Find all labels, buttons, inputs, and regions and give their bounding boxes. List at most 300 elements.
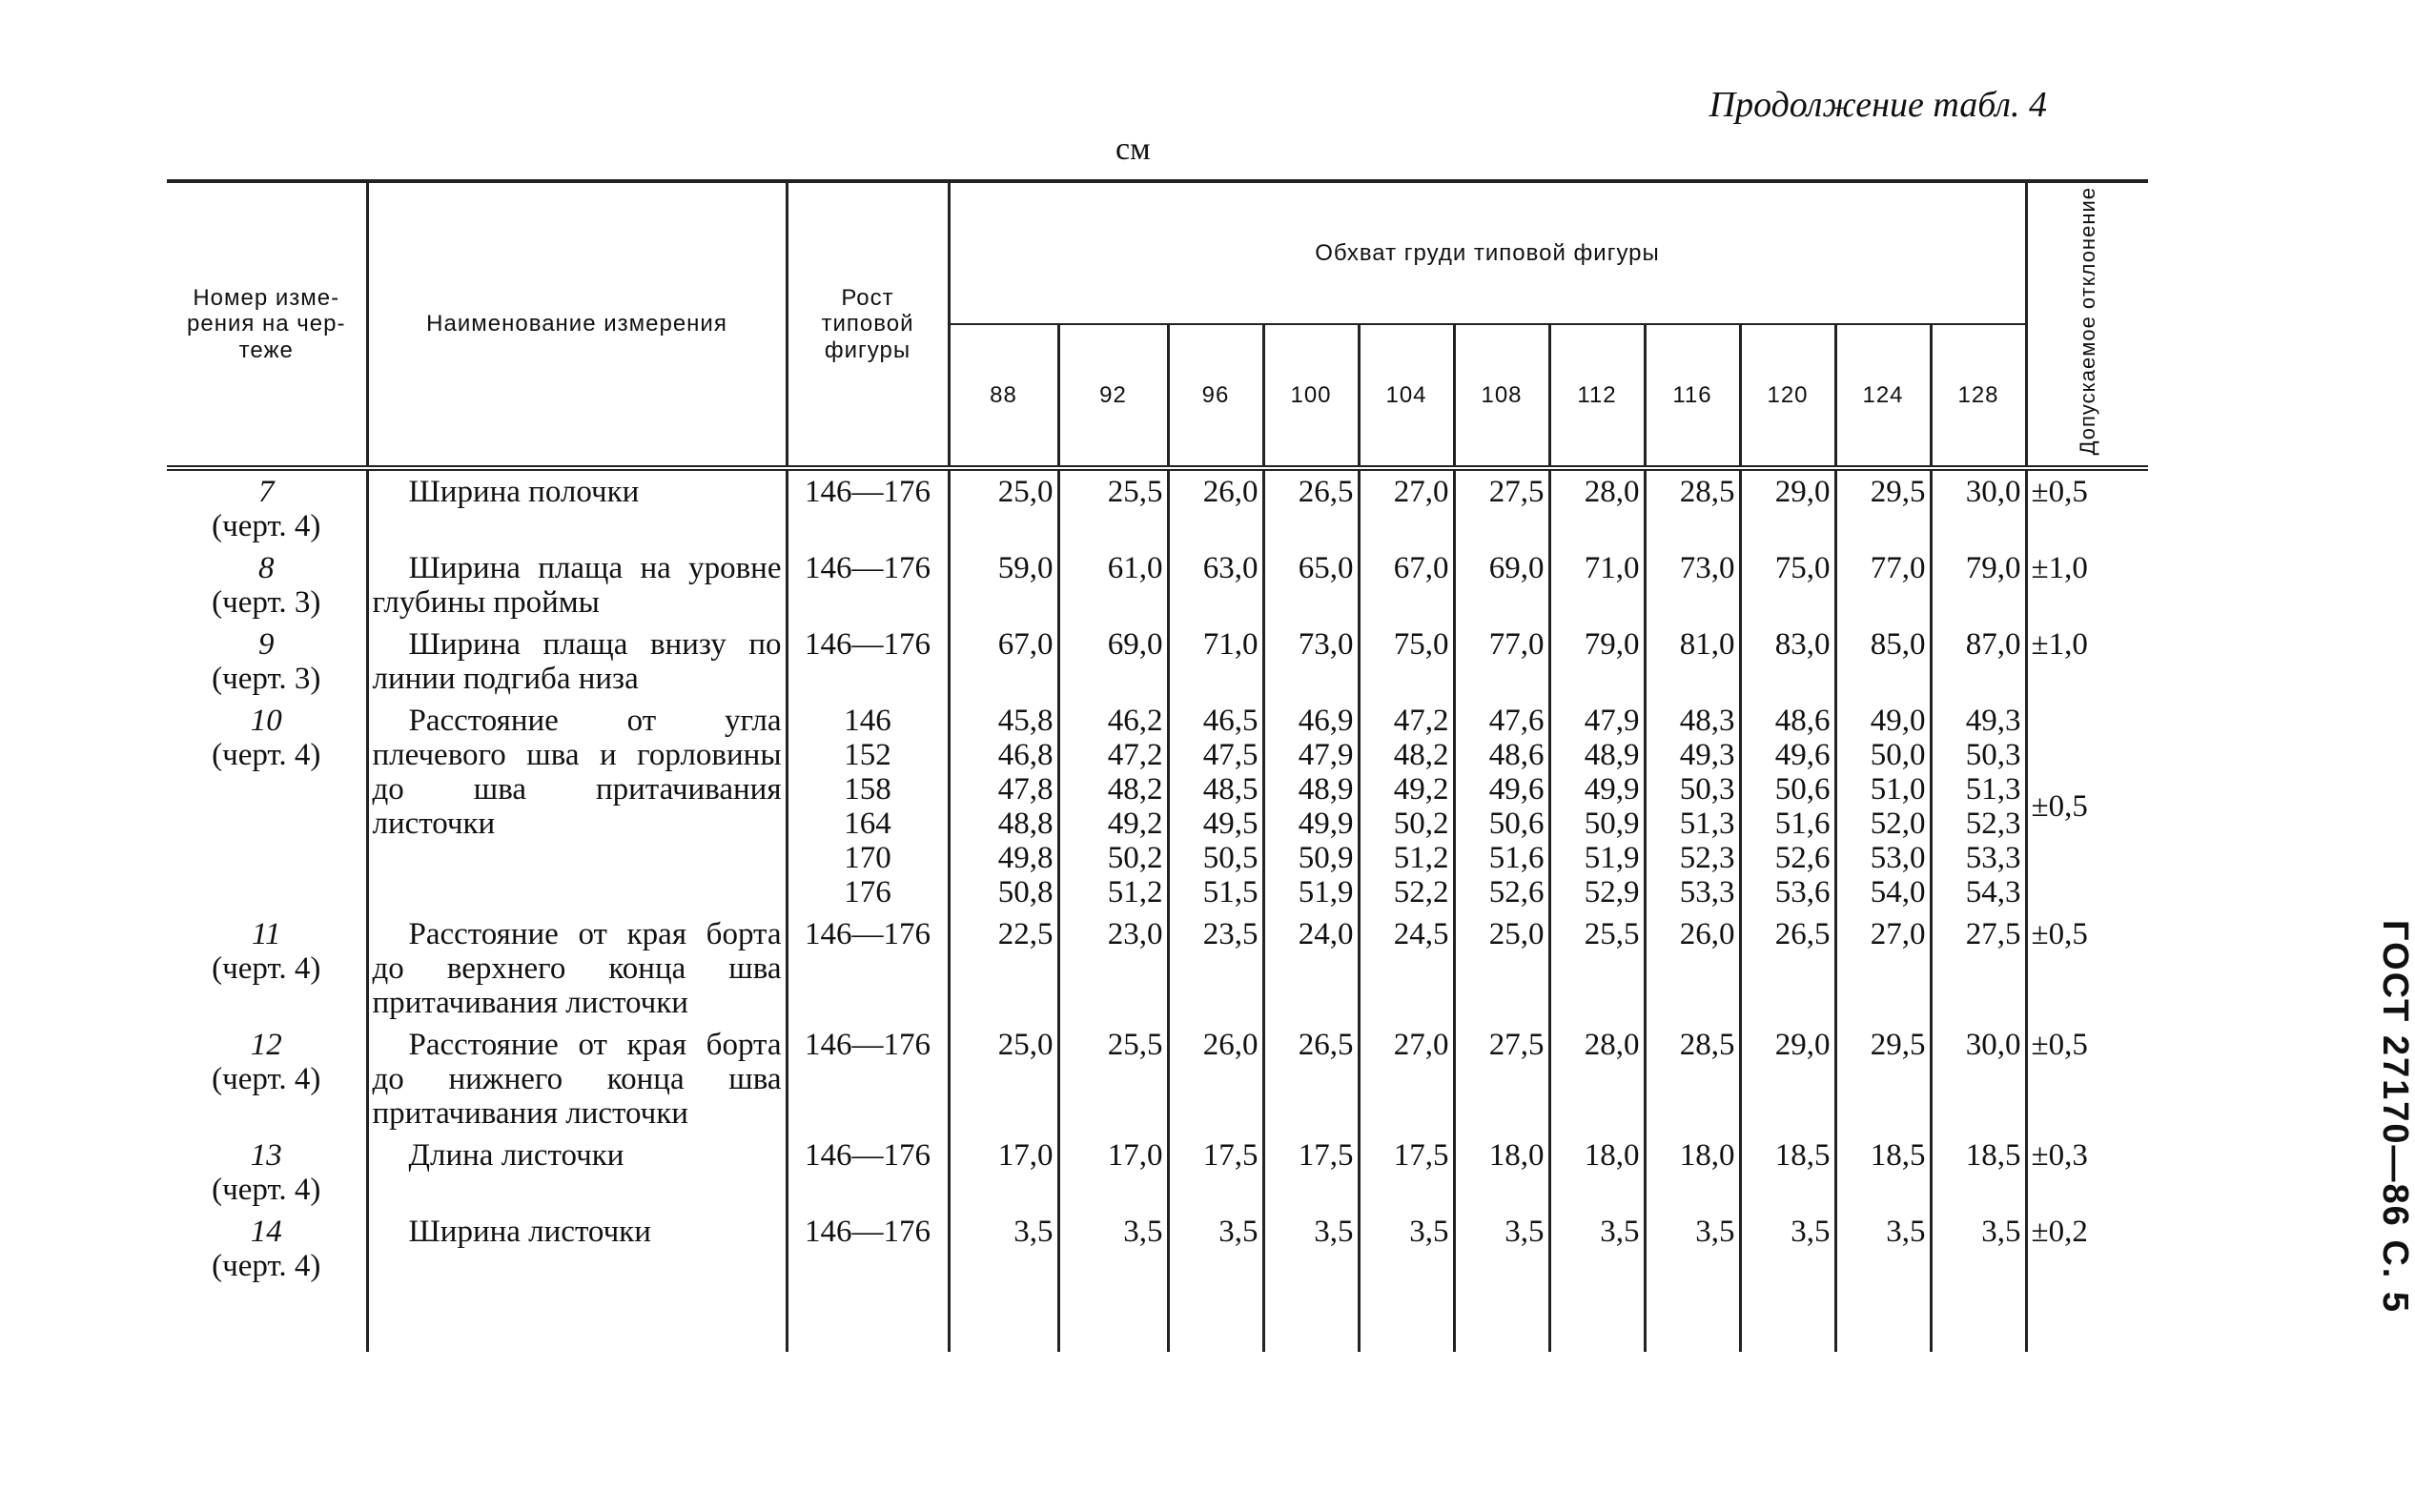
header-chest-size: 88: [949, 324, 1058, 468]
chest-value-cell: [949, 913, 1058, 1024]
height-cell: [787, 1024, 949, 1134]
measurement-name: Расстояние от края борта до нижнего конца шва притачивания листочки: [372, 1028, 782, 1132]
measurement-number-cell: [167, 1134, 367, 1211]
table-value: 50,3: [1679, 772, 1735, 807]
table-value: 49,0: [1870, 704, 1926, 739]
table-value: 51,3: [1679, 807, 1735, 842]
table-value: 46,9: [1298, 704, 1354, 739]
chest-value-cell: [1263, 1024, 1359, 1134]
measurements-table: [167, 179, 2148, 1352]
table-value: 49,9: [1584, 772, 1640, 807]
chest-value-cell: [949, 547, 1058, 623]
table-value: 3,5: [1981, 1215, 2021, 1250]
chest-value-cell: [1835, 623, 1931, 700]
empty-cell: [367, 1287, 787, 1352]
measurement-name-cell: [367, 1211, 787, 1287]
height-cell: [787, 623, 949, 700]
header-chest-size: 108: [1454, 324, 1549, 468]
unit-label: см: [1115, 132, 1151, 167]
table-value: 28,0: [1584, 475, 1640, 510]
table-value: 51,3: [1965, 772, 2021, 807]
tolerance-cell: [2026, 468, 2148, 547]
chest-value-cell: [949, 1211, 1058, 1287]
table-value: 25,5: [1584, 917, 1640, 952]
height-value: 164: [844, 807, 891, 842]
table-value: 48,6: [1774, 704, 1831, 739]
table-value: 46,8: [997, 738, 1054, 773]
measurement-number: 10: [250, 704, 282, 739]
table-value: 25,5: [1107, 1028, 1163, 1063]
measurement-number-cell: [167, 913, 367, 1024]
table-value: 77,0: [1488, 627, 1545, 663]
table-value: 50,2: [1107, 841, 1163, 876]
table-value: 87,0: [1965, 627, 2021, 663]
chest-value-cell: [1835, 1134, 1931, 1211]
tolerance-value: ±1,0: [2031, 627, 2088, 663]
table-value: 54,0: [1870, 875, 1926, 910]
table-value: 18,0: [1488, 1138, 1545, 1174]
chest-value-cell: [1740, 468, 1835, 547]
table-value: 50,0: [1870, 738, 1926, 773]
header-height: Рост типовой фигуры: [787, 181, 949, 468]
table-value: 67,0: [1393, 551, 1449, 586]
table-value: 51,2: [1107, 875, 1163, 910]
table-value: 18,5: [1774, 1138, 1831, 1174]
measurement-number: 7: [258, 475, 275, 510]
table-row: [167, 468, 2148, 547]
chest-value-cell: [1263, 700, 1359, 913]
table-value: 49,3: [1965, 704, 2021, 739]
chest-value-cell: [1645, 547, 1740, 623]
table-value: 47,8: [997, 772, 1054, 807]
empty-cell: [1931, 1287, 2026, 1352]
height-cell: [787, 547, 949, 623]
chest-value-cell: [949, 1024, 1058, 1134]
header-chest-size: 100: [1263, 324, 1359, 468]
chest-value-cell: [1454, 1134, 1549, 1211]
empty-cell: [1740, 1287, 1835, 1352]
chest-value-cell: [1835, 1211, 1931, 1287]
table-value: 17,0: [997, 1138, 1054, 1174]
empty-cell: [1359, 1287, 1454, 1352]
measurement-name: Расстояние от края борта до верхнего конца шва притачивания листочки: [372, 917, 782, 1021]
table-value: 51,9: [1298, 875, 1354, 910]
table-value: 24,5: [1393, 917, 1449, 952]
table-value: 27,5: [1488, 1028, 1545, 1063]
measurement-name: Длина листочки: [408, 1138, 624, 1174]
table-value: 53,3: [1679, 875, 1735, 910]
table-value: 27,0: [1393, 1028, 1449, 1063]
drawing-reference: (черт. 4): [212, 1249, 321, 1284]
measurement-number: 11: [251, 917, 281, 952]
tolerance-value: ±0,5: [2031, 789, 2088, 825]
chest-value-cell: [1454, 623, 1549, 700]
table-value: 49,6: [1774, 738, 1831, 773]
table-value: 3,5: [1695, 1215, 1735, 1250]
table-value: 69,0: [1488, 551, 1545, 586]
table-value: 3,5: [1504, 1215, 1545, 1250]
chest-value-cell: [1931, 1024, 2026, 1134]
table-value: 73,0: [1298, 627, 1354, 663]
table-value: 51,2: [1393, 841, 1449, 876]
table-value: 51,9: [1584, 841, 1640, 876]
table-value: 47,2: [1107, 738, 1163, 773]
chest-value-cell: [1168, 1024, 1263, 1134]
table-value: 67,0: [997, 627, 1054, 663]
height-cell: [787, 700, 949, 913]
continuation-label: Продолжение табл. 4: [1709, 85, 2047, 125]
measurement-number-cell: [167, 1211, 367, 1287]
empty-cell: [2026, 1287, 2148, 1352]
height-value: 158: [844, 772, 891, 807]
table-value: 27,5: [1488, 475, 1545, 510]
chest-value-cell: [949, 468, 1058, 547]
table-value: 77,0: [1870, 551, 1926, 586]
table-value: 3,5: [1409, 1215, 1449, 1250]
drawing-reference: (черт. 4): [212, 1173, 321, 1208]
table-value: 3,5: [1123, 1215, 1163, 1250]
header-chest-size: 112: [1549, 324, 1645, 468]
table-value: 26,0: [1202, 475, 1259, 510]
table-value: 50,9: [1584, 807, 1640, 842]
table-value: 48,2: [1393, 738, 1449, 773]
empty-cell: [1263, 1287, 1359, 1352]
table-value: 47,9: [1298, 738, 1354, 773]
chest-value-cell: [1740, 913, 1835, 1024]
table-value: 50,8: [997, 875, 1054, 910]
chest-value-cell: [1263, 1134, 1359, 1211]
table-value: 75,0: [1774, 551, 1831, 586]
chest-value-cell: [1549, 623, 1645, 700]
table-value: 63,0: [1202, 551, 1259, 586]
measurement-name-cell: [367, 623, 787, 700]
measurement-number: 13: [250, 1138, 282, 1174]
chest-value-cell: [1740, 1211, 1835, 1287]
table-value: 47,5: [1202, 738, 1259, 773]
header-chest-size: 120: [1740, 324, 1835, 468]
measurement-name-cell: [367, 468, 787, 547]
chest-value-cell: [1058, 1024, 1168, 1134]
table-value: 52,6: [1488, 875, 1545, 910]
chest-value-cell: [1454, 1211, 1549, 1287]
table-value: 22,5: [997, 917, 1054, 952]
table-value: 49,6: [1488, 772, 1545, 807]
measurement-name-cell: [367, 700, 787, 913]
tolerance-cell: [2026, 913, 2148, 1024]
chest-value-cell: [1263, 913, 1359, 1024]
measurement-name: Ширина плаща на уровне глубины проймы: [372, 551, 782, 621]
table-value: 51,5: [1202, 875, 1259, 910]
table-value: 49,3: [1679, 738, 1735, 773]
chest-value-cell: [1168, 700, 1263, 913]
table-value: 25,0: [997, 1028, 1054, 1063]
chest-value-cell: [1740, 700, 1835, 913]
table-value: 28,5: [1679, 475, 1735, 510]
table-value: 49,2: [1107, 807, 1163, 842]
table-value: 30,0: [1965, 1028, 2021, 1063]
empty-cell: [1549, 1287, 1645, 1352]
chest-value-cell: [1931, 700, 2026, 913]
table-value: 3,5: [1886, 1215, 1926, 1250]
table-value: 29,5: [1870, 475, 1926, 510]
chest-value-cell: [1263, 1211, 1359, 1287]
height-cell: [787, 1211, 949, 1287]
header-chest-size: 116: [1645, 324, 1740, 468]
chest-value-cell: [1359, 623, 1454, 700]
chest-value-cell: [1058, 547, 1168, 623]
measurement-number: 12: [250, 1028, 282, 1063]
table-value: 18,5: [1965, 1138, 2021, 1174]
measurement-name-cell: [367, 547, 787, 623]
measurement-number-cell: [167, 623, 367, 700]
chest-value-cell: [1359, 1024, 1454, 1134]
measurement-number: 14: [250, 1215, 282, 1250]
chest-value-cell: [949, 700, 1058, 913]
table-value: 73,0: [1679, 551, 1735, 586]
chest-value-cell: [1058, 1211, 1168, 1287]
measurement-number-cell: [167, 547, 367, 623]
measurement-number-cell: [167, 1024, 367, 1134]
table-value: 51,6: [1774, 807, 1831, 842]
tolerance-cell: [2026, 547, 2148, 623]
table-value: 18,0: [1584, 1138, 1640, 1174]
measurement-name: Ширина листочки: [408, 1215, 651, 1250]
table-value: 48,3: [1679, 704, 1735, 739]
table-row: [167, 913, 2148, 1024]
table-value: 29,5: [1870, 1028, 1926, 1063]
chest-value-cell: [1931, 468, 2026, 547]
table-value: 17,5: [1298, 1138, 1354, 1174]
chest-value-cell: [1168, 913, 1263, 1024]
table-value: 27,5: [1965, 917, 2021, 952]
table-row: [167, 1211, 2148, 1287]
table-value: 27,0: [1870, 917, 1926, 952]
header-chest-size: 128: [1931, 324, 2026, 468]
table-value: 51,6: [1488, 841, 1545, 876]
height-value: 146—176: [805, 475, 931, 510]
table-value: 24,0: [1298, 917, 1354, 952]
height-cell: [787, 913, 949, 1024]
chest-value-cell: [1645, 1134, 1740, 1211]
tolerance-value: ±0,5: [2031, 1028, 2088, 1063]
chest-value-cell: [1359, 1211, 1454, 1287]
chest-value-cell: [1359, 700, 1454, 913]
table-value: 48,8: [997, 807, 1054, 842]
table-row: [167, 623, 2148, 700]
chest-value-cell: [1740, 623, 1835, 700]
chest-value-cell: [1454, 1024, 1549, 1134]
measurement-name: Расстояние от угла плечевого шва и горловины до шва притачивания листочки: [372, 704, 782, 842]
table-value: 50,9: [1298, 841, 1354, 876]
table-value: 51,0: [1870, 772, 1926, 807]
table-value: 52,2: [1393, 875, 1449, 910]
chest-value-cell: [1058, 913, 1168, 1024]
table-value: 47,6: [1488, 704, 1545, 739]
chest-value-cell: [1645, 1211, 1740, 1287]
tolerance-value: ±0,5: [2031, 475, 2088, 510]
table-value: 85,0: [1870, 627, 1926, 663]
measurement-number: 8: [258, 551, 275, 586]
height-value: 146—176: [805, 627, 931, 663]
tolerance-cell: [2026, 700, 2148, 913]
table-value: 28,0: [1584, 1028, 1640, 1063]
chest-value-cell: [1359, 1134, 1454, 1211]
table-value: 26,5: [1298, 1028, 1354, 1063]
chest-value-cell: [1058, 468, 1168, 547]
table-value: 52,3: [1965, 807, 2021, 842]
measurement-name: Ширина полочки: [408, 475, 640, 510]
standard-page-label: ГОСТ 27170—86 С. 5: [2375, 919, 2415, 1315]
chest-value-cell: [1549, 1024, 1645, 1134]
height-value: 146—176: [805, 1215, 931, 1250]
header-chest-size: 96: [1168, 324, 1263, 468]
chest-value-cell: [1549, 1134, 1645, 1211]
chest-value-cell: [1740, 547, 1835, 623]
table-value: 49,2: [1393, 772, 1449, 807]
height-cell: [787, 1134, 949, 1211]
height-value: 146—176: [805, 917, 931, 952]
chest-value-cell: [1454, 468, 1549, 547]
table-value: 53,6: [1774, 875, 1831, 910]
table-value: 48,6: [1488, 738, 1545, 773]
table-value: 48,5: [1202, 772, 1259, 807]
empty-cell: [949, 1287, 1058, 1352]
empty-cell: [1454, 1287, 1549, 1352]
drawing-reference: (черт. 4): [212, 509, 321, 544]
chest-value-cell: [1740, 1024, 1835, 1134]
table-value: 81,0: [1679, 627, 1735, 663]
table-value: 50,3: [1965, 738, 2021, 773]
table-value: 3,5: [1013, 1215, 1054, 1250]
drawing-reference: (черт. 4): [212, 1062, 321, 1097]
header-name: Наименование измерения: [367, 181, 787, 468]
height-value: 146: [844, 704, 891, 739]
measurement-number-cell: [167, 700, 367, 913]
chest-value-cell: [1359, 547, 1454, 623]
empty-cell: [787, 1287, 949, 1352]
table-value: 54,3: [1965, 875, 2021, 910]
table-spacer-row: [167, 1287, 2148, 1352]
table-value: 52,9: [1584, 875, 1640, 910]
chest-value-cell: [1931, 1211, 2026, 1287]
table-value: 49,8: [997, 841, 1054, 876]
chest-value-cell: [949, 1134, 1058, 1211]
chest-value-cell: [1835, 700, 1931, 913]
table-row: [167, 700, 2148, 913]
empty-cell: [1835, 1287, 1931, 1352]
table-value: 27,0: [1393, 475, 1449, 510]
chest-value-cell: [1931, 1134, 2026, 1211]
tolerance-cell: [2026, 1134, 2148, 1211]
table-value: 3,5: [1314, 1215, 1354, 1250]
chest-value-cell: [1549, 700, 1645, 913]
table-value: 79,0: [1584, 627, 1640, 663]
header-tolerance: Допускаемое отклонение: [2026, 181, 2148, 468]
tolerance-value: ±0,2: [2031, 1215, 2088, 1250]
header-chest-group: Обхват груди типовой фигуры: [949, 181, 2026, 324]
table-value: 50,6: [1488, 807, 1545, 842]
chest-value-cell: [1263, 623, 1359, 700]
table-value: 50,5: [1202, 841, 1259, 876]
table-value: 49,5: [1202, 807, 1259, 842]
height-value: 176: [844, 875, 891, 910]
drawing-reference: (черт. 3): [212, 662, 321, 697]
header-chest-size: 124: [1835, 324, 1931, 468]
chest-value-cell: [1359, 913, 1454, 1024]
tolerance-cell: [2026, 1211, 2148, 1287]
table-value: 18,5: [1870, 1138, 1926, 1174]
chest-value-cell: [1168, 623, 1263, 700]
empty-cell: [167, 1287, 367, 1352]
tolerance-value: ±0,3: [2031, 1138, 2088, 1174]
chest-value-cell: [1168, 547, 1263, 623]
table-row: [167, 1134, 2148, 1211]
table-value: 71,0: [1202, 627, 1259, 663]
table-value: 59,0: [997, 551, 1054, 586]
measurement-name: Ширина плаща внизу по линии подгиба низа: [372, 627, 782, 697]
chest-value-cell: [1835, 547, 1931, 623]
measurement-number-cell: [167, 468, 367, 547]
drawing-reference: (черт. 3): [212, 585, 321, 621]
table-value: 48,2: [1107, 772, 1163, 807]
chest-value-cell: [1168, 468, 1263, 547]
tolerance-value: ±1,0: [2031, 551, 2088, 586]
header-number: Номер изме-рения на чер-теже: [167, 181, 367, 468]
chest-value-cell: [1835, 1024, 1931, 1134]
table-value: 50,2: [1393, 807, 1449, 842]
table-value: 29,0: [1774, 475, 1831, 510]
chest-value-cell: [1058, 700, 1168, 913]
chest-value-cell: [1549, 1211, 1645, 1287]
chest-value-cell: [1645, 913, 1740, 1024]
height-cell: [787, 468, 949, 547]
table-value: 53,0: [1870, 841, 1926, 876]
table-value: 25,0: [1488, 917, 1545, 952]
chest-value-cell: [1645, 700, 1740, 913]
table-value: 26,0: [1679, 917, 1735, 952]
height-value: 146—176: [805, 551, 931, 586]
table-row: [167, 547, 2148, 623]
height-value: 170: [844, 841, 891, 876]
table-value: 17,5: [1393, 1138, 1449, 1174]
table-value: 69,0: [1107, 627, 1163, 663]
table-value: 65,0: [1298, 551, 1354, 586]
chest-value-cell: [1168, 1134, 1263, 1211]
table-value: 23,5: [1202, 917, 1259, 952]
chest-value-cell: [1549, 547, 1645, 623]
table-value: 23,0: [1107, 917, 1163, 952]
measurement-name-cell: [367, 913, 787, 1024]
tolerance-cell: [2026, 623, 2148, 700]
height-value: 146—176: [805, 1028, 931, 1063]
measurement-name-cell: [367, 1024, 787, 1134]
chest-value-cell: [1454, 700, 1549, 913]
table-value: 46,5: [1202, 704, 1259, 739]
measurement-number: 9: [258, 627, 275, 663]
table-value: 30,0: [1965, 475, 2021, 510]
table-value: 17,5: [1202, 1138, 1259, 1174]
chest-value-cell: [1359, 468, 1454, 547]
height-value: 152: [844, 738, 891, 773]
chest-value-cell: [1931, 547, 2026, 623]
chest-value-cell: [1645, 1024, 1740, 1134]
table-value: 46,2: [1107, 704, 1163, 739]
chest-value-cell: [1549, 468, 1645, 547]
tolerance-value: ±0,5: [2031, 917, 2088, 952]
table-value: 25,0: [997, 475, 1054, 510]
table-value: 52,6: [1774, 841, 1831, 876]
table-value: 45,8: [997, 704, 1054, 739]
